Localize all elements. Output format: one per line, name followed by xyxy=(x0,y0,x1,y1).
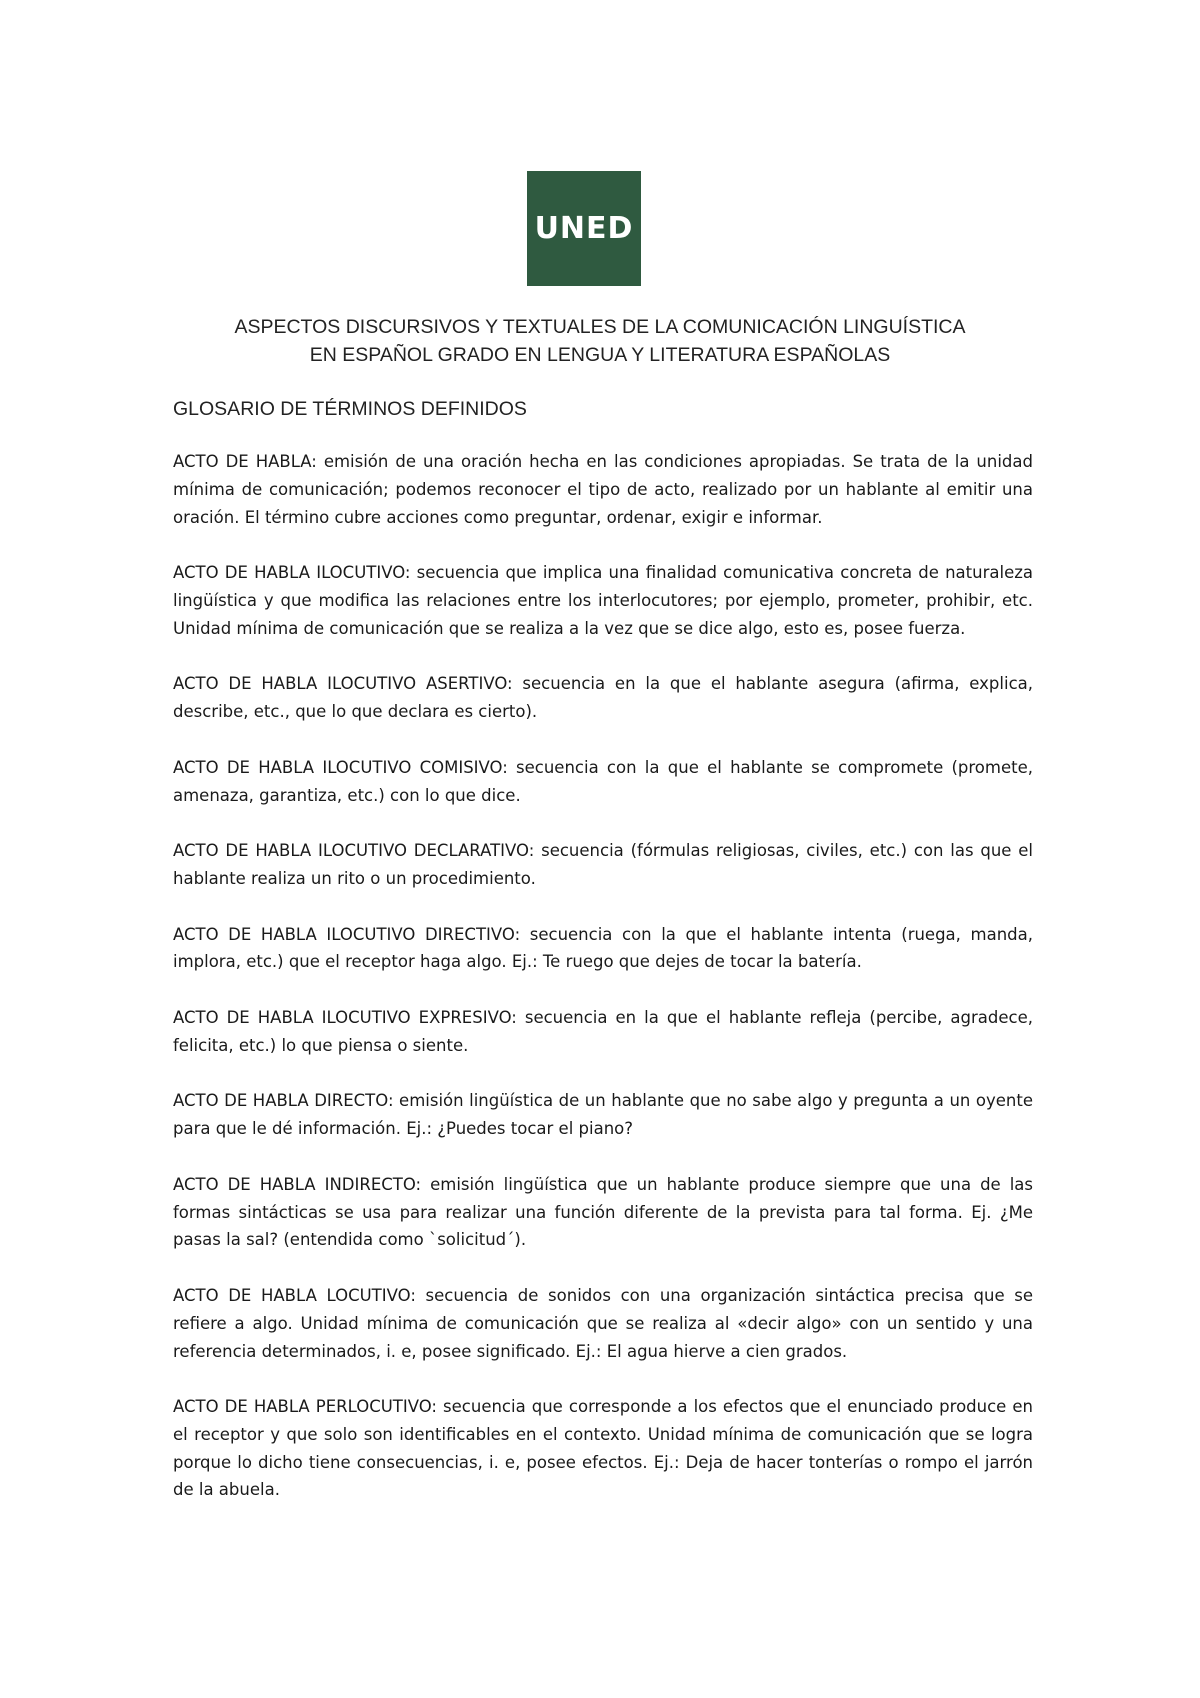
glossary-entry-indirecto: ACTO DE HABLA INDIRECTO: emisión lingüística que un hablante produce siempre que una de las formas sintácticas se usa para realizar una función diferente de la prevista para tal forma. Ej. ¿Me pasas la sal? (entendida como `solicitud´). xyxy=(173,1174,1033,1250)
glossary-entry-locutivo: ACTO DE HABLA LOCUTIVO: secuencia de sonidos con una organización sintáctica precisa que se refiere a algo. Unidad mínima de comunicación que se realiza al «decir algo» con un sentido y una referencia determinados, i. e, posee significado. Ej.: El agua hierve a cien grados. xyxy=(173,1285,1033,1361)
uned-logo-text: UNED xyxy=(534,211,634,246)
document-title-line-1: ASPECTOS DISCURSIVOS Y TEXTUALES DE LA COMUNICACIÓN LINGUÍSTICA xyxy=(234,316,966,338)
glossary-entry-ilocutivo-asertivo: ACTO DE HABLA ILOCUTIVO ASERTIVO: secuencia en la que el hablante asegura (afirma, explica, describe, etc., que lo que declara es cierto). xyxy=(173,674,1033,722)
document-title xyxy=(160,313,1040,369)
document-title-line-2: EN ESPAÑOL GRADO EN LENGUA Y LITERATURA ESPAÑOLAS xyxy=(309,344,891,366)
glossary-entry-directo: ACTO DE HABLA DIRECTO: emisión lingüística de un hablante que no sabe algo y pregunta a un oyente para que le dé información. Ej.: ¿Puedes tocar el piano? xyxy=(173,1091,1033,1139)
glossary-entry-ilocutivo-expresivo: ACTO DE HABLA ILOCUTIVO EXPRESIVO: secuencia en la que el hablante refleja (percibe, agradece, felicita, etc.) lo que piensa o siente. xyxy=(173,1007,1033,1055)
glossary-heading: GLOSARIO DE TÉRMINOS DEFINIDOS xyxy=(173,398,527,420)
glossary-entry-ilocutivo-declarativo: ACTO DE HABLA ILOCUTIVO DECLARATIVO: secuencia (fórmulas religiosas, civiles, etc.) con las que el hablante realiza un rito o un procedimiento. xyxy=(173,841,1033,888)
glossary-entry-ilocutivo-directivo: ACTO DE HABLA ILOCUTIVO DIRECTIVO: secuencia con la que el hablante intenta (ruega, manda, implora, etc.) que el receptor haga algo. Ej.: Te ruego que dejes de tocar la batería. xyxy=(173,924,1033,972)
glossary-entry-ilocutivo: ACTO DE HABLA ILOCUTIVO: secuencia que implica una finalidad comunicativa concreta de naturaleza lingüística y que modifica las relaciones entre los interlocutores; por ejemplo, prometer, prohibir, etc. Unidad mínima de comunicación que se realiza a la vez que se dice algo, esto es, posee fuerza. xyxy=(173,563,1033,638)
glossary-entries xyxy=(173,448,1033,1532)
uned-logo xyxy=(527,171,641,286)
glossary-entry-perlocutivo: ACTO DE HABLA PERLOCUTIVO: secuencia que corresponde a los efectos que el enunciado produce en el receptor y que solo son identificables en el contexto. Unidad mínima de comunicación que se logra porque lo dicho tiene consecuencias, i. e, posee efectos. Ej.: Deja de hacer tonterías o rompo el jarrón de la abuela. xyxy=(173,1397,1033,1500)
glossary-entry-ilocutivo-comisivo: ACTO DE HABLA ILOCUTIVO COMISIVO: secuencia con la que el hablante se compromete (promete, amenaza, garantiza, etc.) con lo que dice. xyxy=(173,757,1033,805)
glossary-entry-acto-de-habla: ACTO DE HABLA: emisión de una oración hecha en las condiciones apropiadas. Se trata de la unidad mínima de comunicación; podemos reconocer el tipo de acto, realizado por un hablante al emitir una oración. El término cubre acciones como preguntar, ordenar, exigir e informar. xyxy=(173,452,1033,527)
